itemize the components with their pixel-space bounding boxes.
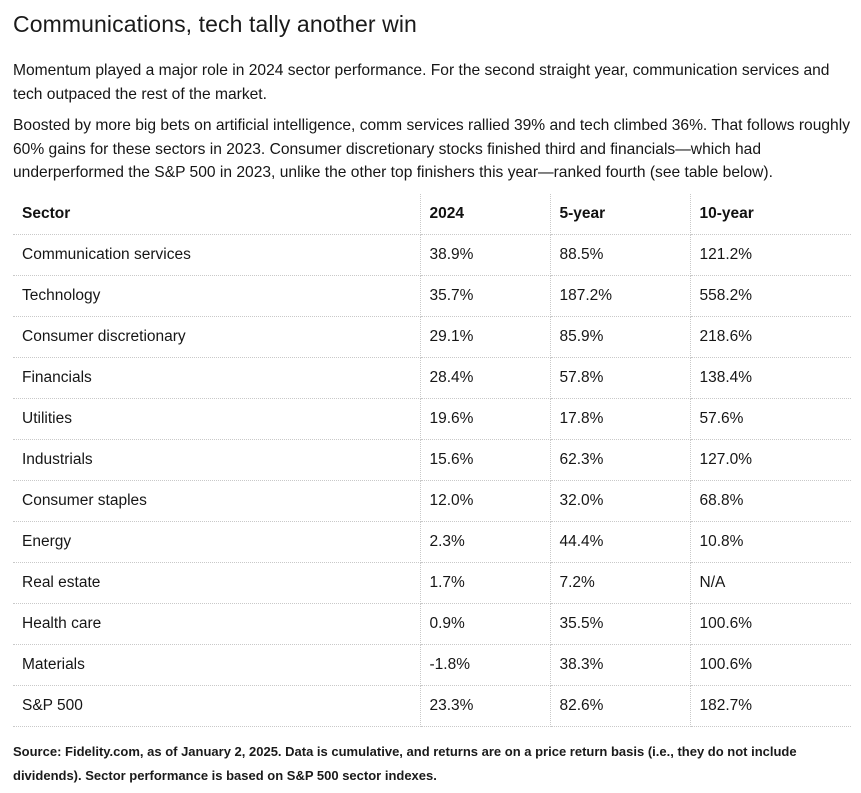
return-2024: 1.7% (420, 562, 550, 603)
table-row (13, 644, 851, 685)
table-row (13, 357, 851, 398)
detail-paragraph: Boosted by more big bets on artificial intelligence, comm services rallied 39% and tech climbed 36%. That follows roughly 60% gains for these sectors in 2023. Consumer discretionary stocks finished third and financials—which had underperformed the S&P 500 in 2023, unlike the other top finishers this year—ranked fourth (see table below). (13, 117, 850, 181)
page-title: Communications, tech tally another win (13, 11, 417, 37)
return-2024: 29.1% (420, 316, 550, 357)
source-footnote: Source: Fidelity.com, as of January 2, 2025. Data is cumulative, and returns are on a price return basis (i.e., they do not include dividends). Sector performance is based on S&P 500 sector indexes. (13, 744, 797, 783)
sector-name: Consumer staples (13, 480, 420, 521)
return-5-year: 35.5% (550, 603, 690, 644)
table-row (13, 480, 851, 521)
return-5-year: 17.8% (550, 398, 690, 439)
return-5-year: 7.2% (550, 562, 690, 603)
return-2024: -1.8% (420, 644, 550, 685)
return-10-year: 558.2% (690, 275, 851, 316)
return-5-year: 88.5% (550, 234, 690, 275)
sector-name: S&P 500 (13, 685, 420, 726)
return-5-year: 44.4% (550, 521, 690, 562)
sector-name: Industrials (13, 439, 420, 480)
return-2024: 15.6% (420, 439, 550, 480)
return-10-year: 57.6% (690, 398, 851, 439)
sector-name: Technology (13, 275, 420, 316)
return-5-year: 187.2% (550, 275, 690, 316)
return-2024: 23.3% (420, 685, 550, 726)
header-5-year: 5-year (550, 194, 690, 234)
sector-name: Consumer discretionary (13, 316, 420, 357)
table-row (13, 275, 851, 316)
return-10-year: 127.0% (690, 439, 851, 480)
header-10-year: 10-year (690, 194, 851, 234)
return-5-year: 82.6% (550, 685, 690, 726)
return-10-year: 100.6% (690, 603, 851, 644)
sector-name: Financials (13, 357, 420, 398)
sector-name: Real estate (13, 562, 420, 603)
return-5-year: 38.3% (550, 644, 690, 685)
sector-name: Utilities (13, 398, 420, 439)
article (13, 0, 853, 783)
return-2024: 28.4% (420, 357, 550, 398)
return-5-year: 32.0% (550, 480, 690, 521)
return-5-year: 57.8% (550, 357, 690, 398)
intro-paragraph: Momentum played a major role in 2024 sector performance. For the second straight year, communication services and tech outpaced the rest of the market. (13, 62, 830, 103)
return-10-year: N/A (690, 562, 851, 603)
sector-name: Health care (13, 603, 420, 644)
table-row (13, 562, 851, 603)
return-2024: 2.3% (420, 521, 550, 562)
return-2024: 38.9% (420, 234, 550, 275)
table-row (13, 316, 851, 357)
return-10-year: 138.4% (690, 357, 851, 398)
sector-name: Materials (13, 644, 420, 685)
return-10-year: 182.7% (690, 685, 851, 726)
return-2024: 19.6% (420, 398, 550, 439)
return-10-year: 68.8% (690, 480, 851, 521)
return-5-year: 85.9% (550, 316, 690, 357)
table-row (13, 685, 851, 726)
table-row (13, 603, 851, 644)
return-10-year: 10.8% (690, 521, 851, 562)
sector-performance-table (13, 194, 851, 727)
table-header-row (13, 194, 851, 234)
sector-name: Communication services (13, 234, 420, 275)
return-2024: 35.7% (420, 275, 550, 316)
return-10-year: 218.6% (690, 316, 851, 357)
return-5-year: 62.3% (550, 439, 690, 480)
sector-name: Energy (13, 521, 420, 562)
header-2024: 2024 (420, 194, 550, 234)
header-sector: Sector (13, 194, 420, 234)
table-row (13, 439, 851, 480)
table-row (13, 521, 851, 562)
return-10-year: 100.6% (690, 644, 851, 685)
return-2024: 0.9% (420, 603, 550, 644)
table-row (13, 234, 851, 275)
return-10-year: 121.2% (690, 234, 851, 275)
return-2024: 12.0% (420, 480, 550, 521)
table-row (13, 398, 851, 439)
